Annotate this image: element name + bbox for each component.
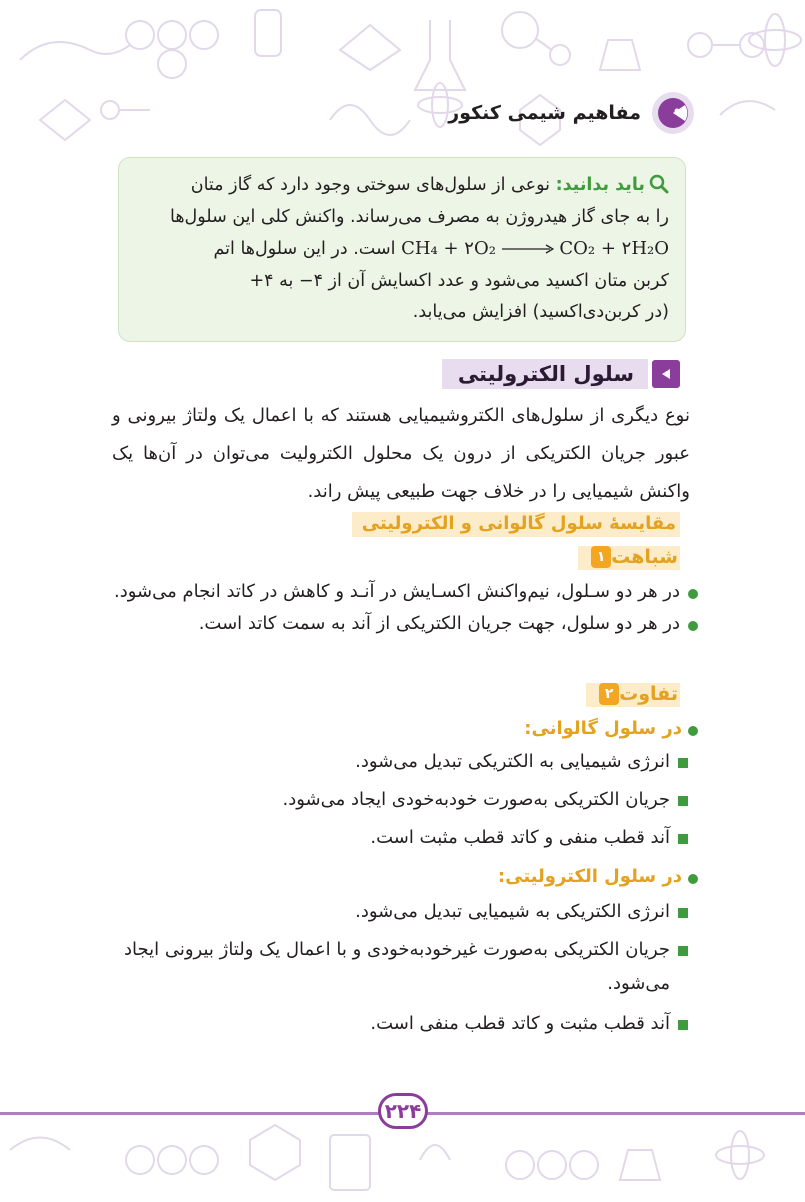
page-number: ۲۲۴ [378, 1093, 428, 1129]
galvanic-list [112, 743, 688, 857]
note-text-4: کربن متان اکسید می‌شود و عدد اکسایش آن از ۴− به ۴+ [249, 270, 669, 291]
note-text-5: (در کربن‌دی‌اکسید) افزایش می‌یابد. [412, 302, 669, 322]
formula-reactants: CH₄ + ۲O₂ [401, 238, 496, 259]
section-title: سلول الکترولیتی [442, 359, 648, 389]
list-item: جریان الکتریکی به‌صورت غیرخودبه‌خودی و با اعمال یک ولتاژ بیرونی ایجاد می‌شود. [112, 931, 688, 1005]
section-heading [442, 357, 680, 391]
electrolytic-heading: در سلول الکترولیتی: [112, 866, 700, 887]
similarity-list [112, 576, 700, 640]
reaction-arrow-icon [502, 244, 554, 254]
info-note-box [118, 157, 686, 342]
list-item: انرژی الکتریکی به شیمیایی تبدیل می‌شود. [112, 893, 688, 931]
note-line-1 [131, 170, 669, 202]
section-paragraph: نوع دیگری از سلول‌های الکتروشیمیایی هستند که با اعمال یک ولتاژ بیرونی و عبور جریان الکتریکی از درون یک محلول الکترولیت می‌توان در آن‌ها یک واکنش شیمیایی را در خلاف جهت طبیعی پیش راند. [112, 405, 690, 502]
similarity-title: شباهت [611, 546, 678, 568]
similarity-number: ۱ [591, 546, 611, 568]
list-item: جریان الکتریکی به‌صورت خودبه‌خودی ایجاد می‌شود. [112, 781, 688, 819]
list-item: آند قطب مثبت و کاتد قطب منفی است. [112, 1005, 688, 1043]
list-item: در هر دو سلول، جهت جریان الکتریکی از آند به سمت کاتد است. [112, 608, 700, 640]
bullet-square-icon [678, 796, 688, 806]
page-header [448, 88, 695, 138]
comparison-title: مقایسهٔ سلول گالوانی و الکترولیتی [352, 512, 680, 537]
note-text-3: است. در این سلول‌ها اتم [213, 239, 396, 259]
bullet-square-icon [678, 908, 688, 918]
bullet-dot-icon [688, 621, 698, 631]
similarity-heading [578, 546, 680, 570]
note-text-1: نوعی از سلول‌های سوختی وجود دارد که گاز متان [190, 175, 550, 195]
bullet-square-icon [678, 1020, 688, 1030]
search-icon [649, 174, 669, 194]
difference-number: ۲ [599, 683, 619, 705]
galvanic-section [112, 718, 700, 857]
electrolytic-section [112, 866, 700, 1043]
page-title: مفاهیم شیمی کنکور [448, 102, 641, 124]
difference-title: تفاوت [619, 683, 678, 705]
note-label: باید بدانید: [555, 175, 645, 195]
electrolytic-list [112, 893, 688, 1043]
galvanic-heading: در سلول گالوانی: [112, 718, 700, 739]
bullet-dot-icon [688, 589, 698, 599]
triangle-left-icon [652, 360, 680, 388]
list-item: انرژی شیمیایی به الکتریکی تبدیل می‌شود. [112, 743, 688, 781]
note-text-2: را به جای گاز هیدروژن به مصرف می‌رساند. واکنش کلی این سلول‌ها [169, 206, 669, 227]
bullet-square-icon [678, 946, 688, 956]
note-line-3 [131, 233, 669, 266]
difference-heading [586, 683, 680, 707]
list-item: در هر دو سـلول، نیم‌واکنش اکسـایش در آنـد و کاهش در کاتد انجام می‌شود. [112, 576, 700, 608]
bullet-square-icon [678, 758, 688, 768]
bullet-dot-icon [688, 726, 698, 736]
logo-icon [651, 91, 695, 135]
reaction-formula [401, 233, 669, 265]
formula-products: CO₂ + ۲H₂O [559, 238, 669, 259]
bullet-square-icon [678, 834, 688, 844]
bullet-dot-icon [688, 874, 698, 884]
list-item: آند قطب منفی و کاتد قطب مثبت است. [112, 819, 688, 857]
